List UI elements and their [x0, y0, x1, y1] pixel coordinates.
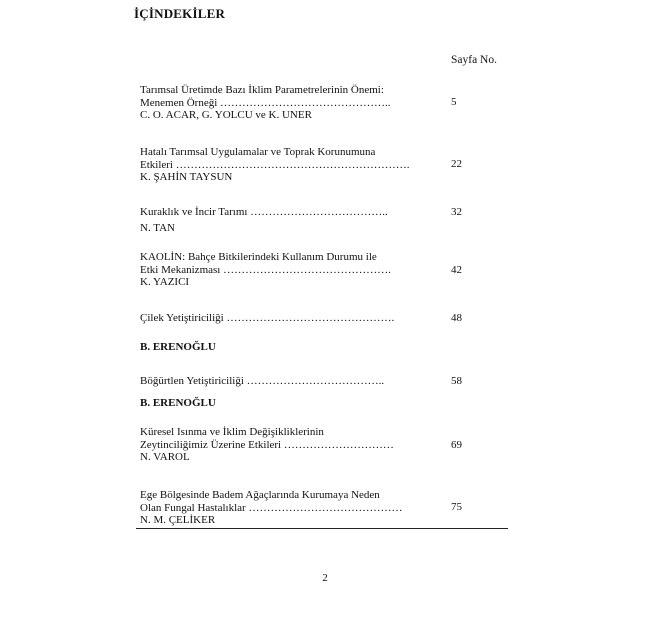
toc-entry: [140, 146, 508, 184]
entry-page-number: 75: [451, 501, 462, 513]
entry-title-line: Ege Bölgesinde Badem Ağaçlarında Kurumaya Neden: [140, 489, 380, 501]
entry-authors: N. VAROL: [140, 451, 190, 463]
entry-authors: N. TAN: [140, 221, 175, 234]
page-number-column-label: Sayfa No.: [451, 54, 497, 66]
entry-title-line: Kuraklık ve İncir Tarımı ………………………………..: [140, 206, 388, 218]
entry-authors: K. YAZICI: [140, 276, 190, 288]
toc-entry: [140, 312, 508, 325]
entry-title-line: Menemen Örneği ………………………………………..: [140, 96, 391, 109]
entry-title-line: Küresel Isınma ve İklim Değişikliklerinin: [140, 426, 324, 438]
entry-page-number: 32: [451, 206, 462, 218]
entry-page-number: 58: [451, 375, 462, 387]
entry-page-number: 48: [451, 312, 462, 324]
toc-entry: [140, 426, 508, 464]
bottom-divider: [136, 528, 508, 529]
entry-title-line: Tarımsal Üretimde Bazı İklim Parametrelerinin Önemi:: [140, 84, 384, 96]
entry-authors: C. O. ACAR, G. YOLCU ve K. UNER: [140, 109, 312, 121]
entry-page-number: 22: [451, 158, 462, 170]
entry-page-number: 42: [451, 264, 462, 276]
page-number: 2: [322, 572, 328, 584]
entry-title-line: Böğürtlen Yetiştiriciliği ………………………………..: [140, 375, 385, 387]
toc-entry: [140, 489, 508, 527]
entry-title-line: Olan Fungal Hastalıklar ……………………………………: [140, 501, 403, 514]
toc-entry: [140, 84, 508, 122]
toc-entry: [140, 206, 508, 234]
page-heading: İÇİNDEKİLER: [134, 6, 226, 21]
entry-authors: K. ŞAHİN TAYSUN: [140, 171, 233, 183]
entry-authors: N. M. ÇELİKER: [140, 514, 216, 526]
entry-page-number: 69: [451, 439, 462, 451]
entry-authors: B. ERENOĞLU: [140, 397, 216, 409]
entry-page-number: 5: [451, 96, 457, 108]
entry-title-line: Hatalı Tarımsal Uygulamalar ve Toprak Korunumuna: [140, 146, 376, 158]
toc-entry: [140, 251, 508, 289]
entry-authors: B. ERENOĞLU: [140, 341, 216, 353]
entry-title-line: Çilek Yetiştiriciliği ……………………………………….: [140, 312, 395, 324]
entry-title-line: KAOLİN: Bahçe Bitkilerindeki Kullanım Durumu ile: [140, 251, 377, 263]
entry-title-line: Etkileri ……………………………………………………….: [140, 158, 410, 171]
toc-entry: [140, 375, 508, 388]
entry-title-line: Zeytinciliğimiz Üzerine Etkileri …………………………: [140, 438, 394, 451]
entry-title-line: Etki Mekanizması ……………………………………….: [140, 263, 391, 276]
